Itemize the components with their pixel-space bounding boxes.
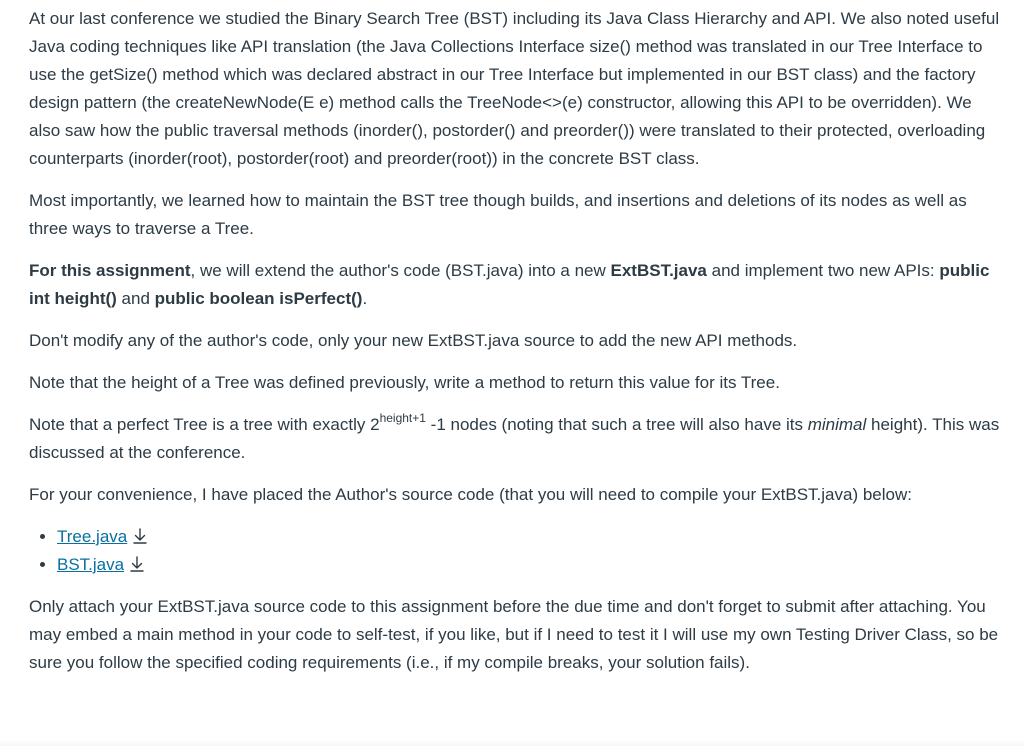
file-list	[29, 523, 1004, 579]
paragraph-importance: Most importantly, we learned how to maintain the BST tree though builds, and insertions and deletions of its nodes as well as three ways to traverse a Tree.	[29, 191, 967, 238]
assignment-description	[29, 5, 1004, 691]
extbst-filename: ExtBST.java	[610, 261, 707, 280]
paragraph-assignment: For this assignment, we will extend the author's code (BST.java) into a new ExtBST.java and implement two new APIs: public int height() and public boolean isPerfect().	[29, 261, 990, 308]
download-icon[interactable]	[130, 553, 144, 569]
tree-java-link[interactable]: Tree.java	[57, 527, 128, 546]
paragraph-convenience: For your convenience, I have placed the Author's source code (that you will need to compile your ExtBST.java) below:	[29, 485, 912, 504]
height-api: public int height()	[29, 261, 990, 308]
paragraph-conference-recap: At our last conference we studied the Binary Search Tree (BST) including its Java Class Hierarchy and API. We also noted useful Java coding techniques like API translation (the Java Collections Interface size() method was translated in our Tree Interface to use the getSize() method which was declared abstract in our Tree Interface but implemented in our BST class) and the factory design pattern (the createNewNode(E e) method calls the TreeNode<>(e) constructor, allowing this API to be overridden). We also saw how the public traversal methods (inorder(), postorder() and preorder()) were translated to their protected, overloading counterparts (inorder(root), postorder(root) and preorder(root)) in the concrete BST class.	[29, 9, 1000, 168]
paragraph-no-modify: Don't modify any of the author's code, only your new ExtBST.java source to add the new API methods.	[29, 331, 798, 350]
download-icon[interactable]	[133, 525, 147, 541]
list-item	[57, 523, 1004, 551]
bst-java-link[interactable]: BST.java	[57, 555, 125, 574]
minimal-emphasis: minimal	[807, 415, 867, 434]
paragraph-submission: Only attach your ExtBST.java source code to this assignment before the due time and don't forget to submit after attaching. You may embed a main method in your code to self-test, if you like, but if I need to test it I will use my own Testing Driver Class, so be sure you follow the specified coding requirements (i.e., if my compile breaks, your solution fails).	[29, 597, 999, 672]
assignment-bold-lead: For this assignment	[29, 261, 191, 280]
isperfect-api: public boolean isPerfect()	[154, 289, 363, 308]
paragraph-height-note: Note that the height of a Tree was defined previously, write a method to return this value for its Tree.	[29, 373, 780, 392]
list-item	[57, 551, 1004, 579]
bottom-edge-shadow	[0, 740, 1024, 746]
paragraph-perfect-note: Note that a perfect Tree is a tree with exactly $2^{height+1}$ -1 nodes (noting that such a tree will also have its minimal height). This was discussed at the conference.	[29, 411, 1000, 462]
exponent-height-plus-one: height+1	[379, 411, 426, 426]
